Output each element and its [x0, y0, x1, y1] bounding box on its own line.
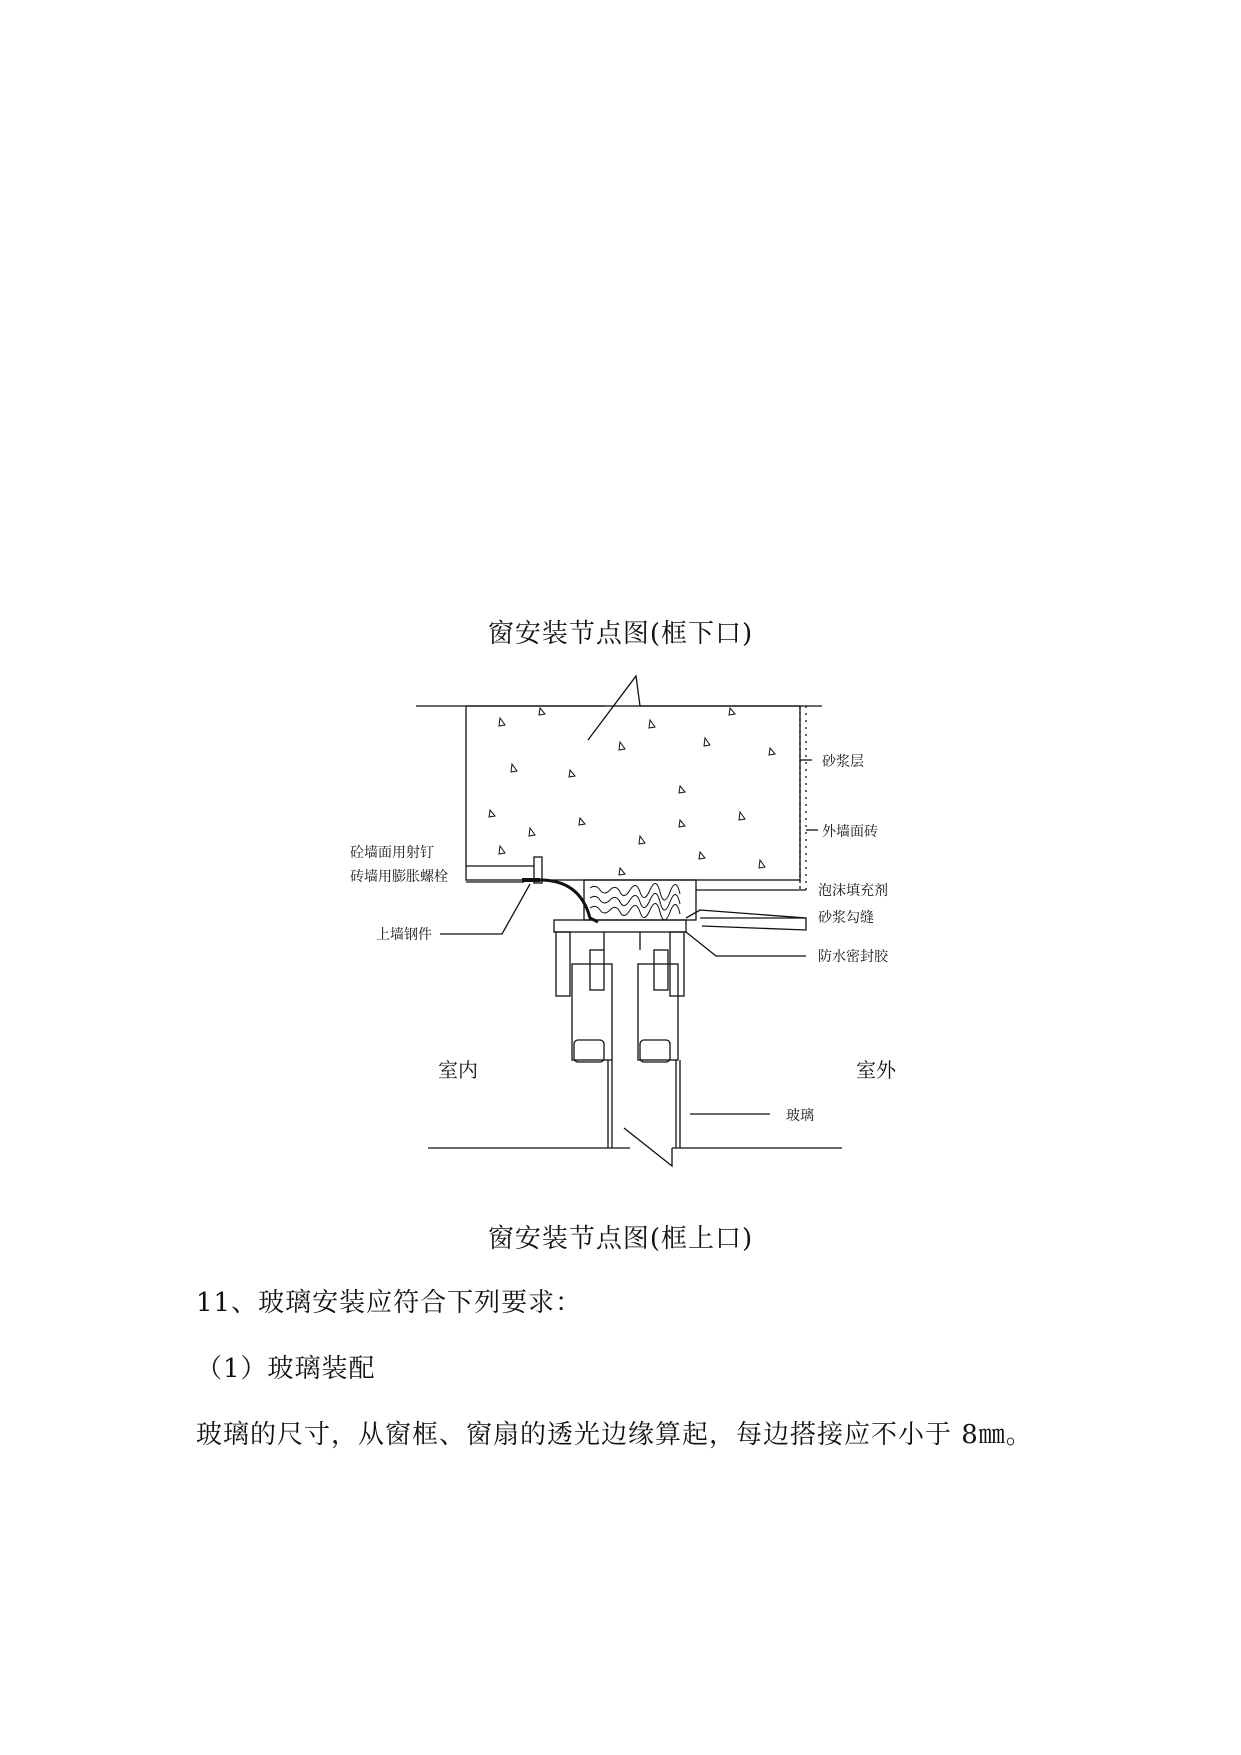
- label-brick-bolt: 砖墙用膨胀螺栓: [350, 869, 448, 885]
- concrete-aggregate: [489, 708, 775, 875]
- label-foam-filler: 泡沫填充剂: [818, 883, 888, 899]
- frame-left-leg: [556, 932, 570, 996]
- label-wall-steel: 上墙钢件: [376, 927, 432, 943]
- concrete-lintel: [466, 706, 800, 880]
- label-indoor: 室内: [438, 1058, 478, 1082]
- section-heading: 11、玻璃安装应符合下列要求：: [196, 1288, 583, 1318]
- subsection-heading: （1）玻璃装配: [196, 1354, 376, 1384]
- foam-texture: [590, 883, 680, 920]
- break-symbol-bottom: [624, 1128, 672, 1166]
- label-mortar-joint: 砂浆勾缝: [818, 910, 874, 926]
- wall-steel-anchor: [522, 880, 598, 922]
- sash-right: [638, 964, 678, 1060]
- caption-top: 窗安装节点图(框下口): [487, 619, 754, 649]
- mortar-joint: [686, 910, 806, 930]
- label-sealant: 防水密封胶: [818, 949, 888, 965]
- break-symbol-top: [588, 676, 640, 740]
- label-mortar-layer: 砂浆层: [822, 754, 864, 770]
- body-paragraph: 玻璃的尺寸，从窗框、窗扇的透光边缘算起，每边搭接应不小于 8㎜。: [196, 1420, 1033, 1450]
- caption-bottom: 窗安装节点图(框上口): [487, 1224, 754, 1254]
- frame-top: [554, 920, 686, 932]
- label-concrete-nail: 砼墙面用射钉: [350, 845, 434, 861]
- label-exterior-tile: 外墙面砖: [822, 824, 878, 840]
- label-outdoor: 室外: [856, 1058, 896, 1082]
- label-glass: 玻璃: [786, 1108, 814, 1124]
- sash-left: [572, 964, 612, 1060]
